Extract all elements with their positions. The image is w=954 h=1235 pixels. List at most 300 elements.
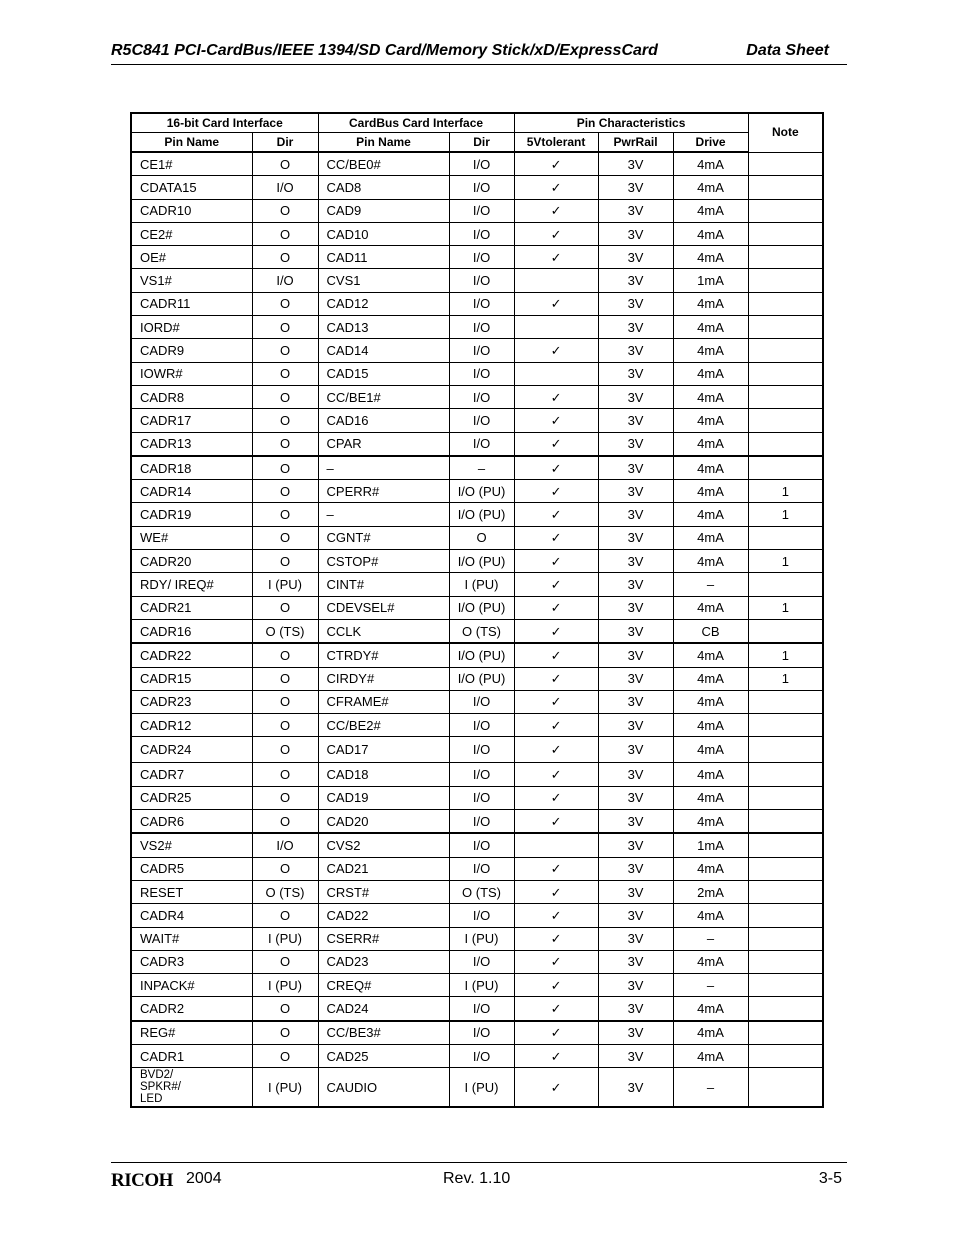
cell-pin-name-cardbus: CDEVSEL# — [318, 596, 449, 619]
table-row — [131, 880, 823, 903]
cell-5vtolerant: ✓ — [514, 690, 598, 713]
cell-dir-cardbus: I/O — [449, 199, 514, 222]
cell-pin-name-cardbus: CAD11 — [318, 246, 449, 269]
cell-5vtolerant: ✓ — [514, 246, 598, 269]
cell-dir-cardbus: I (PU) — [449, 974, 514, 997]
cell-note: 1 — [748, 550, 823, 573]
cell-pin-name-16bit: REG# — [131, 1021, 252, 1045]
cell-pwrrail: 3V — [598, 385, 673, 408]
cell-drive: 4mA — [673, 596, 748, 619]
cell-note — [748, 362, 823, 385]
table-row — [131, 176, 823, 199]
document-title: R5C841 PCI-CardBus/IEEE 1394/SD Card/Memory Stick/xD/ExpressCard — [111, 42, 658, 59]
cell-pwrrail: 3V — [598, 176, 673, 199]
cell-pin-name-16bit: IORD# — [131, 316, 252, 339]
cell-pwrrail: 3V — [598, 810, 673, 834]
cell-pin-name-16bit: RDY/ IREQ# — [131, 573, 252, 596]
cell-pin-name-cardbus: CAD25 — [318, 1044, 449, 1067]
cell-pin-name-16bit: CADR13 — [131, 432, 252, 456]
table-row — [131, 432, 823, 456]
cell-pin-name-16bit: CADR22 — [131, 643, 252, 667]
document-type: Data Sheet — [746, 42, 829, 59]
cell-drive: 4mA — [673, 246, 748, 269]
cell-dir-cardbus: I/O — [449, 833, 514, 857]
cell-dir-16bit: O — [252, 316, 318, 339]
cell-pwrrail: 3V — [598, 974, 673, 997]
cell-note — [748, 199, 823, 222]
column-header-pin-name-16bit: Pin Name — [131, 133, 252, 153]
cell-5vtolerant: ✓ — [514, 643, 598, 667]
cell-pin-name-cardbus: CAD8 — [318, 176, 449, 199]
cell-5vtolerant: ✓ — [514, 810, 598, 834]
cell-drive: 4mA — [673, 550, 748, 573]
cell-dir-16bit: O — [252, 199, 318, 222]
cell-drive: 4mA — [673, 643, 748, 667]
cell-5vtolerant — [514, 316, 598, 339]
cell-pin-name-16bit: CADR11 — [131, 292, 252, 315]
cell-5vtolerant: ✓ — [514, 385, 598, 408]
pin-table — [130, 112, 824, 1108]
cell-pin-name-16bit: CADR5 — [131, 857, 252, 880]
cell-5vtolerant: ✓ — [514, 456, 598, 480]
cell-pin-name-16bit: CADR7 — [131, 763, 252, 786]
table-row — [131, 927, 823, 950]
table-row — [131, 1044, 823, 1067]
cell-dir-cardbus: I/O — [449, 1044, 514, 1067]
cell-pwrrail: 3V — [598, 857, 673, 880]
cell-dir-16bit: O — [252, 596, 318, 619]
column-header-drive: Drive — [673, 133, 748, 153]
cell-dir-16bit: O (TS) — [252, 619, 318, 643]
cell-dir-cardbus: I/O — [449, 810, 514, 834]
cell-drive: 4mA — [673, 362, 748, 385]
cell-pin-name-cardbus: CVS1 — [318, 269, 449, 292]
cell-note — [748, 526, 823, 549]
column-header-pwrrail: PwrRail — [598, 133, 673, 153]
cell-pin-name-cardbus: CIRDY# — [318, 667, 449, 690]
footer-year: 2004 — [186, 1170, 222, 1187]
cell-5vtolerant: ✓ — [514, 763, 598, 786]
cell-dir-cardbus: – — [449, 456, 514, 480]
cell-dir-cardbus: I/O — [449, 737, 514, 763]
cell-dir-cardbus: I/O — [449, 292, 514, 315]
cell-note — [748, 176, 823, 199]
table-row — [131, 737, 823, 763]
cell-note — [748, 573, 823, 596]
cell-dir-cardbus: I/O — [449, 950, 514, 973]
cell-note — [748, 997, 823, 1021]
cell-pwrrail: 3V — [598, 880, 673, 903]
cell-dir-cardbus: I/O (PU) — [449, 596, 514, 619]
cell-pin-name-cardbus: CAUDIO — [318, 1068, 449, 1108]
cell-drive: 4mA — [673, 316, 748, 339]
cell-dir-16bit: O — [252, 1021, 318, 1045]
cell-dir-cardbus: I/O — [449, 1021, 514, 1045]
table-row — [131, 714, 823, 737]
cell-pwrrail: 3V — [598, 503, 673, 526]
cell-dir-cardbus: I/O — [449, 857, 514, 880]
cell-pin-name-cardbus: CCLK — [318, 619, 449, 643]
table-row — [131, 974, 823, 997]
cell-dir-16bit: O — [252, 292, 318, 315]
cell-drive: 4mA — [673, 480, 748, 503]
cell-note — [748, 1044, 823, 1067]
cell-5vtolerant: ✓ — [514, 1021, 598, 1045]
cell-dir-cardbus: I/O — [449, 152, 514, 176]
pin-table-body — [131, 152, 823, 1107]
cell-pwrrail: 3V — [598, 714, 673, 737]
cell-5vtolerant: ✓ — [514, 904, 598, 927]
cell-pin-name-cardbus: CVS2 — [318, 833, 449, 857]
cell-dir-16bit: O — [252, 339, 318, 362]
cell-pin-name-16bit: CADR2 — [131, 997, 252, 1021]
cell-dir-cardbus: I/O (PU) — [449, 550, 514, 573]
column-header-pin-name-cardbus: Pin Name — [318, 133, 449, 153]
cell-pin-name-16bit: CADR20 — [131, 550, 252, 573]
cell-dir-16bit: O — [252, 222, 318, 245]
cell-pwrrail: 3V — [598, 316, 673, 339]
cell-dir-16bit: O — [252, 737, 318, 763]
cell-note: 1 — [748, 667, 823, 690]
cell-dir-16bit: O — [252, 503, 318, 526]
cell-pin-name-cardbus: CC/BE3# — [318, 1021, 449, 1045]
cell-pwrrail: 3V — [598, 432, 673, 456]
cell-pin-name-16bit: CDATA15 — [131, 176, 252, 199]
cell-pin-name-cardbus: CAD13 — [318, 316, 449, 339]
cell-pin-name-16bit: CADR14 — [131, 480, 252, 503]
cell-dir-16bit: I/O — [252, 269, 318, 292]
cell-5vtolerant: ✓ — [514, 997, 598, 1021]
cell-pin-name-16bit: RESET — [131, 880, 252, 903]
cell-note — [748, 292, 823, 315]
table-row — [131, 667, 823, 690]
cell-note — [748, 737, 823, 763]
cell-pin-name-16bit: CADR10 — [131, 199, 252, 222]
cell-note — [748, 316, 823, 339]
table-row — [131, 246, 823, 269]
cell-dir-cardbus: I/O — [449, 176, 514, 199]
cell-dir-16bit: O — [252, 904, 318, 927]
cell-5vtolerant: ✓ — [514, 176, 598, 199]
cell-pwrrail: 3V — [598, 480, 673, 503]
cell-pwrrail: 3V — [598, 246, 673, 269]
table-row — [131, 619, 823, 643]
cell-pin-name-cardbus: CTRDY# — [318, 643, 449, 667]
cell-pin-name-16bit: BVD2/ SPKR#/ LED — [131, 1068, 252, 1108]
cell-drive: 4mA — [673, 503, 748, 526]
cell-dir-cardbus: I/O — [449, 362, 514, 385]
footer-revision: Rev. 1.10 — [443, 1170, 511, 1187]
cell-drive: 1mA — [673, 833, 748, 857]
cell-5vtolerant: ✓ — [514, 619, 598, 643]
table-row — [131, 292, 823, 315]
cell-pin-name-16bit: CADR16 — [131, 619, 252, 643]
cell-dir-16bit: O — [252, 385, 318, 408]
cell-drive: 4mA — [673, 385, 748, 408]
cell-pwrrail: 3V — [598, 927, 673, 950]
cell-drive: 4mA — [673, 714, 748, 737]
cell-pin-name-cardbus: CGNT# — [318, 526, 449, 549]
cell-note — [748, 409, 823, 432]
cell-drive: 4mA — [673, 667, 748, 690]
cell-pin-name-16bit: CADR9 — [131, 339, 252, 362]
cell-drive: 4mA — [673, 409, 748, 432]
cell-pwrrail: 3V — [598, 596, 673, 619]
cell-pin-name-16bit: CADR1 — [131, 1044, 252, 1067]
cell-pin-name-cardbus: CSERR# — [318, 927, 449, 950]
table-row — [131, 269, 823, 292]
cell-5vtolerant: ✓ — [514, 292, 598, 315]
cell-drive: 2mA — [673, 880, 748, 903]
cell-pin-name-16bit: CADR24 — [131, 737, 252, 763]
cell-pwrrail: 3V — [598, 456, 673, 480]
cell-pin-name-cardbus: CAD10 — [318, 222, 449, 245]
cell-note — [748, 456, 823, 480]
cell-note — [748, 619, 823, 643]
cell-drive: 4mA — [673, 904, 748, 927]
cell-dir-16bit: I (PU) — [252, 927, 318, 950]
cell-pwrrail: 3V — [598, 690, 673, 713]
table-row — [131, 573, 823, 596]
cell-dir-16bit: I (PU) — [252, 974, 318, 997]
table-row — [131, 596, 823, 619]
table-row — [131, 950, 823, 973]
cell-note — [748, 690, 823, 713]
cell-drive: 4mA — [673, 176, 748, 199]
cell-5vtolerant: ✓ — [514, 503, 598, 526]
table-row — [131, 456, 823, 480]
cell-drive: 4mA — [673, 690, 748, 713]
cell-pwrrail: 3V — [598, 619, 673, 643]
cell-dir-cardbus: I/O — [449, 222, 514, 245]
cell-note — [748, 974, 823, 997]
table-row — [131, 385, 823, 408]
cell-5vtolerant — [514, 833, 598, 857]
cell-note — [748, 222, 823, 245]
cell-note — [748, 833, 823, 857]
cell-drive: 4mA — [673, 1021, 748, 1045]
cell-pin-name-cardbus: CAD20 — [318, 810, 449, 834]
cell-pwrrail: 3V — [598, 573, 673, 596]
cell-dir-cardbus: I/O — [449, 339, 514, 362]
ricoh-logo — [111, 1170, 173, 1192]
cell-pwrrail: 3V — [598, 199, 673, 222]
cell-5vtolerant: ✓ — [514, 880, 598, 903]
cell-5vtolerant: ✓ — [514, 573, 598, 596]
cell-5vtolerant: ✓ — [514, 409, 598, 432]
cell-5vtolerant: ✓ — [514, 786, 598, 809]
table-row — [131, 997, 823, 1021]
cell-pin-name-16bit: CADR25 — [131, 786, 252, 809]
cell-pwrrail: 3V — [598, 1044, 673, 1067]
cell-pwrrail: 3V — [598, 269, 673, 292]
page-number: 3-5 — [818, 1170, 842, 1187]
table-row — [131, 763, 823, 786]
cell-pwrrail: 3V — [598, 833, 673, 857]
cell-pin-name-cardbus: CFRAME# — [318, 690, 449, 713]
cell-drive: 4mA — [673, 763, 748, 786]
cell-dir-16bit: O — [252, 997, 318, 1021]
cell-pwrrail: 3V — [598, 339, 673, 362]
cell-pin-name-16bit: CADR21 — [131, 596, 252, 619]
cell-pin-name-16bit: WE# — [131, 526, 252, 549]
cell-dir-16bit: O — [252, 432, 318, 456]
cell-5vtolerant: ✓ — [514, 1068, 598, 1108]
table-row — [131, 409, 823, 432]
cell-pin-name-cardbus: CSTOP# — [318, 550, 449, 573]
cell-note — [748, 714, 823, 737]
cell-pin-name-16bit: CE1# — [131, 152, 252, 176]
cell-drive: 4mA — [673, 786, 748, 809]
cell-dir-16bit: O — [252, 857, 318, 880]
cell-pin-name-16bit: CADR17 — [131, 409, 252, 432]
table-row — [131, 833, 823, 857]
cell-5vtolerant: ✓ — [514, 714, 598, 737]
cell-drive: 4mA — [673, 339, 748, 362]
cell-drive: 4mA — [673, 810, 748, 834]
table-row — [131, 152, 823, 176]
cell-5vtolerant: ✓ — [514, 857, 598, 880]
cell-note — [748, 1068, 823, 1108]
cell-pwrrail: 3V — [598, 904, 673, 927]
cell-pin-name-16bit: CADR12 — [131, 714, 252, 737]
cell-pwrrail: 3V — [598, 292, 673, 315]
cell-drive: 4mA — [673, 737, 748, 763]
cell-note: 1 — [748, 643, 823, 667]
cell-pwrrail: 3V — [598, 997, 673, 1021]
cell-pin-name-cardbus: – — [318, 456, 449, 480]
cell-pwrrail: 3V — [598, 222, 673, 245]
cell-5vtolerant: ✓ — [514, 432, 598, 456]
cell-note — [748, 810, 823, 834]
cell-note — [748, 857, 823, 880]
cell-drive: 4mA — [673, 222, 748, 245]
cell-dir-16bit: O — [252, 550, 318, 573]
cell-note: 1 — [748, 503, 823, 526]
cell-pin-name-cardbus: – — [318, 503, 449, 526]
table-row — [131, 526, 823, 549]
cell-dir-cardbus: I/O — [449, 904, 514, 927]
cell-dir-cardbus: I/O (PU) — [449, 480, 514, 503]
cell-dir-cardbus: I/O — [449, 997, 514, 1021]
cell-5vtolerant: ✓ — [514, 1044, 598, 1067]
cell-note — [748, 152, 823, 176]
cell-dir-cardbus: O (TS) — [449, 619, 514, 643]
cell-dir-16bit: I (PU) — [252, 573, 318, 596]
cell-dir-cardbus: I (PU) — [449, 573, 514, 596]
cell-pin-name-16bit: CADR19 — [131, 503, 252, 526]
cell-drive: 4mA — [673, 1044, 748, 1067]
cell-pwrrail: 3V — [598, 763, 673, 786]
cell-dir-16bit: O — [252, 643, 318, 667]
cell-dir-cardbus: I/O (PU) — [449, 643, 514, 667]
group-header-16bit: 16-bit Card Interface — [131, 113, 318, 133]
cell-pin-name-cardbus: CAD19 — [318, 786, 449, 809]
cell-pin-name-cardbus: CAD9 — [318, 199, 449, 222]
cell-note — [748, 904, 823, 927]
cell-dir-cardbus: I/O — [449, 432, 514, 456]
cell-5vtolerant: ✓ — [514, 199, 598, 222]
cell-pin-name-16bit: CADR18 — [131, 456, 252, 480]
cell-pin-name-cardbus: CPAR — [318, 432, 449, 456]
cell-dir-cardbus: I (PU) — [449, 1068, 514, 1108]
cell-note — [748, 786, 823, 809]
cell-note — [748, 950, 823, 973]
cell-pin-name-cardbus: CC/BE2# — [318, 714, 449, 737]
column-header-5vtolerant: 5Vtolerant — [514, 133, 598, 153]
cell-pwrrail: 3V — [598, 152, 673, 176]
cell-dir-cardbus: I/O — [449, 690, 514, 713]
cell-drive: 4mA — [673, 199, 748, 222]
cell-pin-name-cardbus: CAD12 — [318, 292, 449, 315]
table-row — [131, 857, 823, 880]
cell-note — [748, 927, 823, 950]
cell-pin-name-16bit: CE2# — [131, 222, 252, 245]
cell-pin-name-cardbus: CAD17 — [318, 737, 449, 763]
column-header-dir-16bit: Dir — [252, 133, 318, 153]
table-row — [131, 904, 823, 927]
cell-pwrrail: 3V — [598, 362, 673, 385]
group-header-cardbus: CardBus Card Interface — [318, 113, 514, 133]
cell-pin-name-16bit: WAIT# — [131, 927, 252, 950]
cell-pin-name-16bit: IOWR# — [131, 362, 252, 385]
cell-dir-cardbus: I/O — [449, 316, 514, 339]
cell-drive: 4mA — [673, 432, 748, 456]
cell-pin-name-cardbus: CAD14 — [318, 339, 449, 362]
cell-pin-name-cardbus: CAD16 — [318, 409, 449, 432]
cell-dir-cardbus: O — [449, 526, 514, 549]
cell-dir-16bit: O — [252, 456, 318, 480]
cell-dir-16bit: O — [252, 810, 318, 834]
cell-pin-name-cardbus: CAD18 — [318, 763, 449, 786]
table-row — [131, 786, 823, 809]
cell-5vtolerant: ✓ — [514, 222, 598, 245]
cell-5vtolerant: ✓ — [514, 974, 598, 997]
cell-dir-cardbus: I/O (PU) — [449, 667, 514, 690]
cell-pin-name-cardbus: CAD24 — [318, 997, 449, 1021]
cell-pwrrail: 3V — [598, 550, 673, 573]
cell-pin-name-cardbus: CAD15 — [318, 362, 449, 385]
cell-pin-name-16bit: VS1# — [131, 269, 252, 292]
cell-pin-name-16bit: CADR23 — [131, 690, 252, 713]
cell-pin-name-16bit: CADR3 — [131, 950, 252, 973]
cell-dir-16bit: O — [252, 714, 318, 737]
cell-pin-name-16bit: CADR8 — [131, 385, 252, 408]
cell-5vtolerant: ✓ — [514, 737, 598, 763]
cell-pin-name-16bit: CADR6 — [131, 810, 252, 834]
cell-dir-cardbus: I/O (PU) — [449, 503, 514, 526]
cell-dir-16bit: O — [252, 763, 318, 786]
table-row — [131, 480, 823, 503]
cell-dir-16bit: O — [252, 690, 318, 713]
cell-pin-name-cardbus: CC/BE1# — [318, 385, 449, 408]
cell-note — [748, 269, 823, 292]
cell-drive: 4mA — [673, 526, 748, 549]
cell-drive: – — [673, 927, 748, 950]
cell-dir-cardbus: I/O — [449, 786, 514, 809]
cell-pin-name-cardbus: CREQ# — [318, 974, 449, 997]
table-row — [131, 199, 823, 222]
cell-drive: 4mA — [673, 456, 748, 480]
page-header — [111, 42, 847, 64]
cell-dir-16bit: O — [252, 950, 318, 973]
cell-5vtolerant: ✓ — [514, 526, 598, 549]
cell-dir-16bit: O — [252, 480, 318, 503]
column-header-note: Note — [748, 113, 823, 152]
cell-5vtolerant — [514, 269, 598, 292]
cell-dir-cardbus: I/O — [449, 409, 514, 432]
cell-dir-cardbus: I (PU) — [449, 927, 514, 950]
